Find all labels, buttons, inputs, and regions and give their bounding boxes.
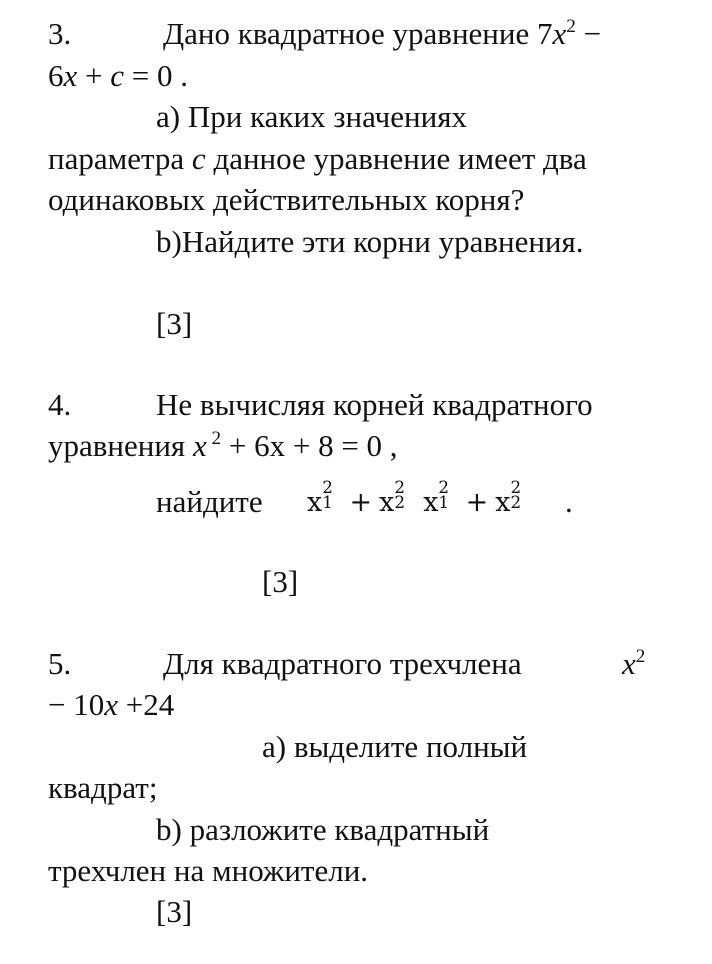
problem-4-line-2-exp: 2 — [206, 428, 222, 450]
problem-5-part-a-line-1: а) выделите полный — [262, 729, 528, 764]
problem-5-line-2 — [48, 689, 174, 720]
problem-4-line-2-pre: уравнения — [48, 428, 193, 463]
problem-3-line-2-var-c: c — [110, 58, 125, 93]
problem-5-line-2-pre: − 10 — [48, 687, 105, 722]
problem-3-part-a-line-3: одинаковых действительных корня? — [48, 182, 525, 217]
problem-3-line-1-exp: 2 — [566, 16, 576, 38]
expr-term-4: x 2 2 — [495, 476, 522, 518]
problem-5-line-2-post: +24 — [118, 687, 175, 722]
problem-5-line-2-var: x — [104, 687, 118, 722]
problem-3-line-2-b: + — [77, 58, 111, 93]
expr-term-2: x 2 2 — [379, 476, 405, 518]
problem-3-line-2-end: = 0 . — [124, 58, 188, 93]
problem-4-expression — [307, 476, 531, 518]
problem-3-line-1 — [163, 18, 601, 49]
problem-3-line-1-end: − — [575, 16, 602, 51]
problem-5-line-1-var: x — [622, 646, 636, 681]
problem-4-score: [3] — [262, 564, 299, 599]
problem-3-part-a-line-2-pre: параметра — [48, 141, 192, 176]
problem-5-line-1-exp: 2 — [635, 646, 646, 668]
problem-4-find-label: найдите — [156, 484, 263, 519]
problem-3-number: 3. — [48, 16, 72, 51]
problem-4-period: . — [565, 484, 573, 519]
problem-5-score: [3] — [156, 894, 193, 929]
problem-3-line-2 — [48, 60, 188, 91]
problem-3-line-2-a: 6 — [48, 58, 64, 93]
problem-3-line-1-text: Дано квадратное уравнение 7 — [163, 16, 553, 51]
expr-plus-1: + — [349, 487, 373, 518]
problem-3-part-a-line-1: a) При каких значениях — [156, 99, 467, 134]
problem-3-score: [3] — [156, 306, 193, 341]
problem-3-line-2-var-x: x — [63, 58, 78, 93]
problem-5-line-1-expr — [622, 648, 645, 679]
problem-3-line-1-var: x — [552, 16, 567, 51]
problem-4-line-2 — [48, 430, 398, 461]
problem-3-part-a-line-2 — [48, 143, 587, 174]
problem-5-line-1-text: Для квадратного трехчлена — [163, 646, 522, 681]
problem-3-part-b: b)Найдите эти корни уравнения. — [156, 224, 584, 259]
problem-3-part-a-line-2-var: c — [191, 141, 206, 176]
problem-5-part-b-line-2: трехчлен на множители. — [48, 853, 369, 888]
problem-5-number: 5. — [48, 646, 72, 681]
problem-5-part-a-line-2: квадрат; — [48, 770, 158, 805]
problem-4-line-2-post: + 6x + 8 = 0 , — [221, 428, 398, 463]
expr-term-3: x 2 1 — [423, 476, 450, 518]
problem-5-part-b-line-1: b) разложите квадратный — [156, 812, 490, 847]
problem-4-number: 4. — [48, 387, 72, 422]
problem-4-line-1: Не вычисляя корней квадратного — [156, 387, 593, 422]
problem-3-part-a-line-2-post: данное уравнение имеет два — [205, 141, 587, 176]
problem-4-line-2-var: x — [192, 428, 207, 463]
expr-term-1: x 2 1 — [307, 476, 333, 518]
expr-plus-2: + — [465, 487, 489, 518]
